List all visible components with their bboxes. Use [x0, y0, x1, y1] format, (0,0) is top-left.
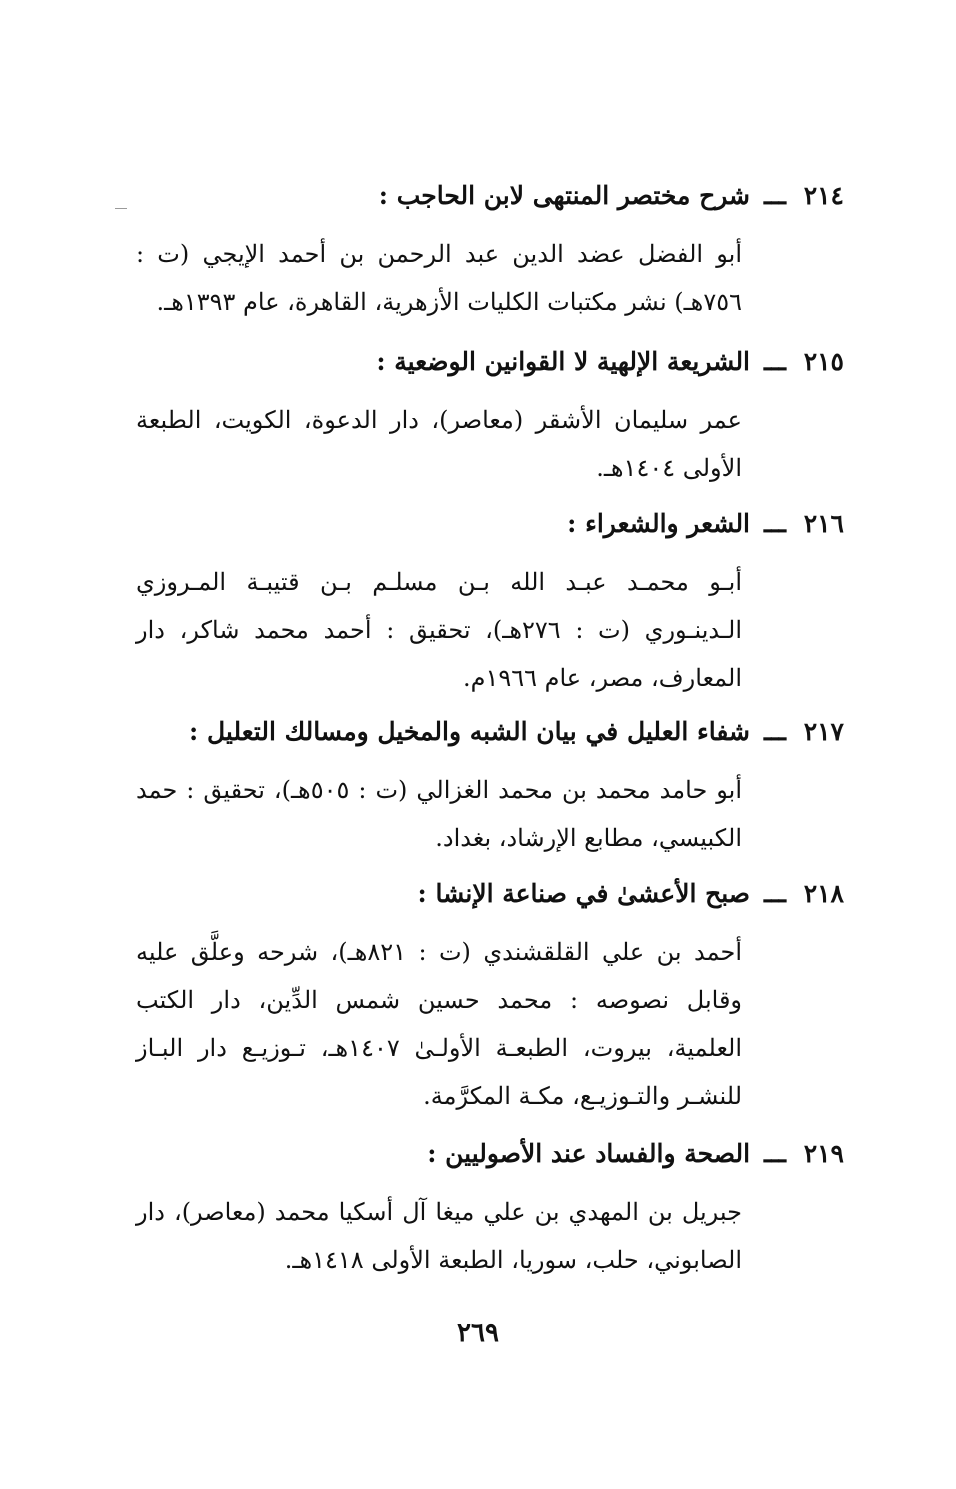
entry-heading — [136, 714, 844, 750]
entry-title: الصحة والفساد عند الأصوليين : — [427, 1139, 751, 1168]
entry-number: ٢١٨ — [803, 879, 844, 908]
entry-dash: ـــ — [764, 181, 786, 210]
entry-title: الشعر والشعراء : — [567, 509, 751, 538]
entry-number: ٢١٥ — [803, 347, 844, 376]
entry-dash: ـــ — [764, 717, 786, 746]
bibliography-entry-218 — [136, 876, 844, 1120]
entry-dash: ـــ — [764, 509, 786, 538]
entry-title: صبح الأعشىٰ في صناعة الإنشا : — [417, 879, 751, 908]
entry-number: ٢١٤ — [803, 181, 844, 210]
bibliography-entry-214 — [136, 178, 844, 326]
entry-body: أحمد بن علي القلقشندي (ت : ٨٢١هـ)، شرحه وعلَّق عليه وقابل نصوصه : محمد حسين شمس الدِّين، دار الكتب العلمية، بيروت، الطبعـة الأولـىٰ ١٤٠٧هـ، تـوزيـع دار البـاز للنشـر والتـوزيـع، مكـة المكرَّمة. — [136, 938, 743, 1110]
entry-number: ٢١٩ — [803, 1139, 844, 1168]
entry-heading — [136, 1136, 844, 1172]
entry-number: ٢١٦ — [803, 509, 844, 538]
entry-heading — [136, 506, 844, 542]
bibliography-entry-216 — [136, 506, 844, 702]
entry-dash: ـــ — [764, 347, 786, 376]
bibliography-entry-217 — [136, 714, 844, 862]
entry-body: جبريل بن المهدي بن علي ميغا آل أسكيا محمد (معاصر)، دار الصابوني، حلب، سوريا، الطبعة الأولى ١٤١٨هـ. — [136, 1198, 742, 1274]
entry-body: أبو الفضل عضد الدين عبد الرحمن بن أحمد الإيجي (ت : ٧٥٦هـ) نشر مكتبات الكليات الأزهرية، القاهرة، عام ١٣٩٣هـ. — [136, 240, 742, 316]
page-number: ٢٦٩ — [457, 1318, 499, 1348]
entry-dash: ـــ — [764, 879, 786, 908]
entry-dash: ـــ — [764, 1139, 786, 1168]
entry-title: الشريعة الإلهية لا القوانين الوضعية : — [376, 347, 751, 376]
entry-heading — [136, 178, 844, 214]
entry-body: أبـو محمـد عبـد الله بـن مسلـم بـن قتيبـة المـروزي الـدينـوري (ت : ٢٧٦هـ)، تحقيق : أحمد محمد شاكر، دار المعارف، مصر، عام ١٩٦٦م. — [136, 568, 743, 692]
bibliography-entry-215 — [136, 344, 844, 492]
entry-heading — [136, 876, 844, 912]
entry-title: شرح مختصر المنتهى لابن الحاجب : — [378, 181, 751, 210]
margin-mark — [115, 208, 127, 209]
entry-heading — [136, 344, 844, 380]
entry-title: شفاء العليل في بيان الشبه والمخيل ومسالك التعليل : — [189, 717, 751, 746]
entry-body: أبو حامد محمد بن محمد الغزالي (ت : ٥٠٥هـ)، تحقيق : حمد الكبيسي، مطابع الإرشاد، بغداد. — [136, 776, 743, 852]
entry-number: ٢١٧ — [803, 717, 844, 746]
entry-body: عمر سليمان الأشقر (معاصر)، دار الدعوة، الكويت، الطبعة الأولى ١٤٠٤هـ. — [136, 406, 742, 482]
bibliography-entry-219 — [136, 1136, 844, 1284]
